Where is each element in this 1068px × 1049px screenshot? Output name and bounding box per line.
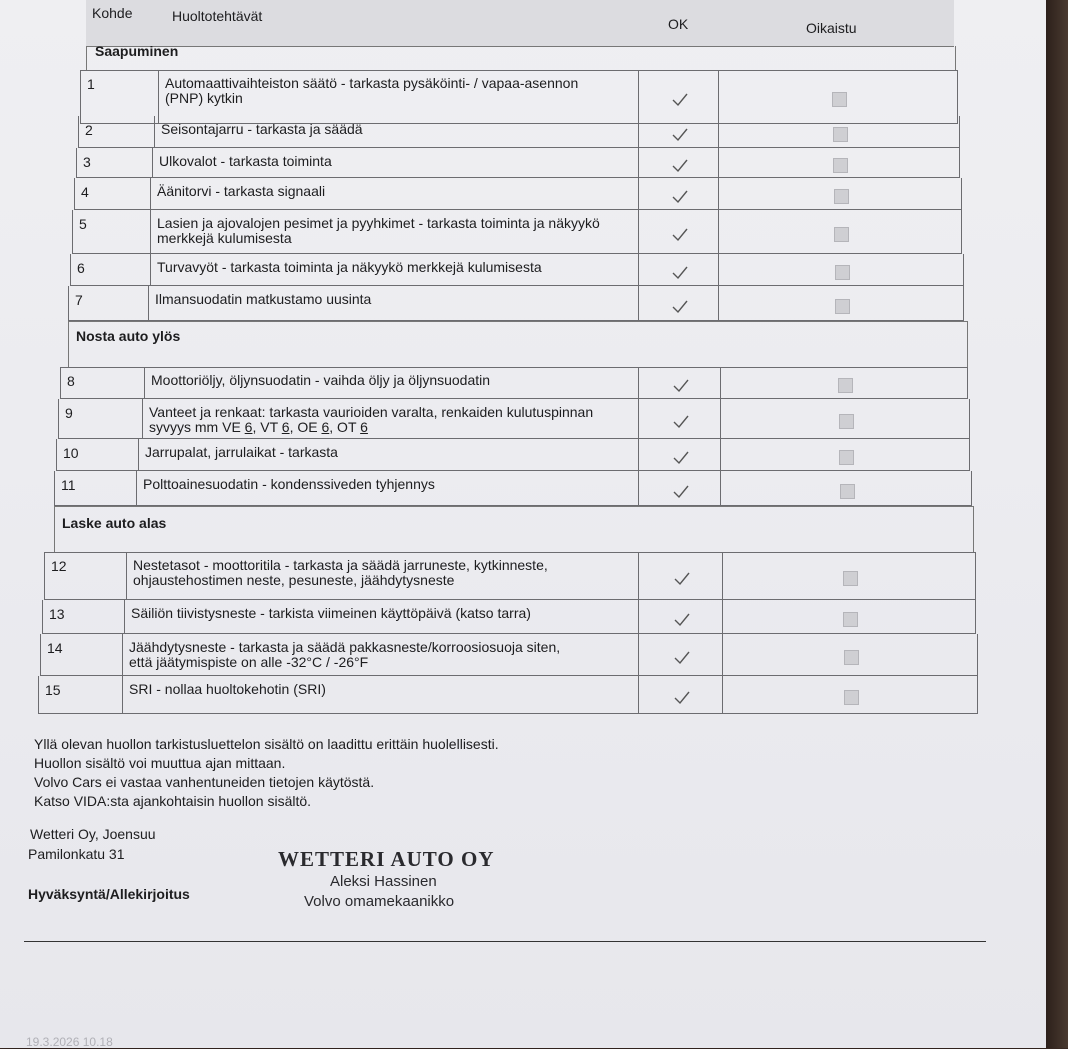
tread-label: , OE <box>289 419 322 435</box>
fixed-checkbox[interactable] <box>835 265 850 280</box>
task-text <box>123 634 639 675</box>
row-number: 11 <box>55 471 137 505</box>
fixed-cell <box>721 471 971 505</box>
task-text <box>145 367 639 398</box>
fixed-cell <box>723 552 975 599</box>
fixed-checkbox[interactable] <box>833 127 848 142</box>
task-line: Polttoainesuodatin - kondenssiveden tyhjennys <box>143 476 435 492</box>
fixed-cell <box>719 254 963 285</box>
task-line: Seisontajarru - tarkasta ja säädä <box>161 121 363 137</box>
fixed-cell <box>721 439 969 470</box>
ok-cell <box>639 399 721 438</box>
fixed-cell <box>723 676 977 713</box>
task-line: Säiliön tiivistysneste - tarkista viimeinen käyttöpäivä (katso tarra) <box>131 605 531 621</box>
ok-cell <box>639 552 723 599</box>
tread-label: , OT <box>329 419 361 435</box>
checkmark-icon <box>674 613 690 627</box>
ok-cell <box>639 634 723 675</box>
tread-label: syvyys mm VE <box>149 419 245 435</box>
task-text <box>137 471 639 505</box>
fixed-checkbox[interactable] <box>835 299 850 314</box>
table-row <box>44 552 976 600</box>
checkmark-icon <box>672 228 688 242</box>
fixed-checkbox[interactable] <box>833 158 848 173</box>
fixed-checkbox[interactable] <box>844 650 859 665</box>
row-number: 8 <box>61 367 145 398</box>
table-row <box>38 676 978 714</box>
checkmark-icon <box>672 159 688 173</box>
tread-value: 6 <box>244 419 253 435</box>
row-number: 9 <box>59 399 143 438</box>
task-text <box>139 439 639 470</box>
task-line: Ilmansuodatin matkustamo uusinta <box>155 291 372 307</box>
fixed-checkbox[interactable] <box>838 378 853 393</box>
checkmark-icon <box>673 451 689 465</box>
fixed-cell <box>719 148 959 177</box>
fixed-cell <box>719 178 961 209</box>
table-row <box>72 210 962 254</box>
stamp-brand: WETTERI AUTO OY <box>278 847 495 871</box>
tread-label: , VT <box>252 419 282 435</box>
row-number: 7 <box>69 286 149 320</box>
task-text <box>151 178 639 209</box>
row-number: 15 <box>39 676 123 713</box>
table-row <box>78 116 960 148</box>
fixed-cell <box>723 634 977 675</box>
table-surface <box>1046 0 1068 1048</box>
task-text <box>125 600 639 633</box>
task-line: Jarrupalat, jarrulaikat - tarkasta <box>145 444 338 460</box>
table-row <box>60 367 968 399</box>
fixed-checkbox[interactable] <box>839 450 854 465</box>
table-row <box>54 471 972 506</box>
task-text <box>149 286 639 320</box>
fixed-cell <box>721 399 969 438</box>
section-title: Saapuminen <box>95 43 179 59</box>
checkmark-icon <box>672 300 688 314</box>
fixed-checkbox[interactable] <box>840 484 855 499</box>
task-line: (PNP) kytkin <box>165 90 243 106</box>
fixed-cell <box>719 286 963 320</box>
tread-value: 6 <box>321 419 330 435</box>
section-title: Laske auto alas <box>62 515 167 531</box>
print-date: 19.3.2026 10.18 <box>26 1035 113 1049</box>
task-text <box>143 399 639 438</box>
table-row <box>58 399 970 439</box>
task-text <box>151 254 639 285</box>
table-row <box>56 439 970 471</box>
section-title: Nosta auto ylös <box>76 328 181 344</box>
task-text <box>127 552 639 599</box>
ok-cell <box>639 439 721 470</box>
task-line: merkkejä kulumisesta <box>157 230 292 246</box>
disclaimer-line: Katso VIDA:sta ajankohtaisin huollon sisältö. <box>34 793 312 809</box>
stamp-role: Volvo omamekaanikko <box>304 893 455 910</box>
company-name: Wetteri Oy, Joensuu <box>30 826 156 842</box>
approval-label: Hyväksyntä/Allekirjoitus <box>28 886 190 902</box>
tread-depth-line <box>149 420 632 435</box>
fixed-checkbox[interactable] <box>839 414 854 429</box>
col-kohde: Kohde <box>92 5 133 21</box>
disclaimer-line: Yllä olevan huollon tarkistusluettelon sisältö on laadittu erittäin huolellisesti. <box>34 736 499 752</box>
col-tasks: Huoltotehtävät <box>172 8 263 24</box>
row-number: 5 <box>73 210 151 253</box>
table-row <box>68 286 964 321</box>
checkmark-icon <box>673 485 689 499</box>
checkmark-icon <box>672 190 688 204</box>
fixed-checkbox[interactable] <box>843 612 858 627</box>
task-line: Automaattivaihteiston säätö - tarkasta pysäköinti- / vapaa-asennon <box>165 75 579 91</box>
fixed-checkbox[interactable] <box>843 571 858 586</box>
checkmark-icon <box>672 266 688 280</box>
row-number: 4 <box>75 178 151 209</box>
ok-cell <box>639 286 719 320</box>
task-line: Turvavyöt - tarkasta toiminta ja näkyykö merkkejä kulumisesta <box>157 259 542 275</box>
table-row <box>70 254 964 286</box>
ok-cell <box>639 471 721 505</box>
task-line: että jäätymispiste on alle -32°C / -26°F <box>129 654 369 670</box>
disclaimer-line: Huollon sisältö voi muuttua ajan mittaan. <box>34 755 286 771</box>
fixed-cell <box>719 210 961 253</box>
task-line: Nestetasot - moottoritila - tarkasta ja säädä jarruneste, kytkinneste, <box>133 557 548 573</box>
task-line: ohjaustehostimen neste, pesuneste, jäähdytysneste <box>133 572 455 588</box>
table-row <box>74 178 962 210</box>
row-number: 1 <box>81 70 159 123</box>
task-line: SRI - nollaa huoltokehotin (SRI) <box>129 681 326 697</box>
checkmark-icon <box>673 415 689 429</box>
row-number: 6 <box>71 254 151 285</box>
task-line: Ulkovalot - tarkasta toiminta <box>159 153 332 169</box>
tread-value: 6 <box>360 419 368 435</box>
row-number: 10 <box>57 439 139 470</box>
task-line: Lasien ja ajovalojen pesimet ja pyyhkimet - tarkasta toiminta ja näkyykö <box>157 215 600 231</box>
fixed-checkbox[interactable] <box>844 690 859 705</box>
table-row <box>42 600 976 634</box>
col-ok: OK <box>668 16 689 32</box>
task-line: Vanteet ja renkaat: tarkasta vaurioiden varalta, renkaiden kulutuspinnan <box>149 404 594 420</box>
row-number: 14 <box>41 634 123 675</box>
stamp-name: Aleksi Hassinen <box>330 873 437 890</box>
fixed-checkbox[interactable] <box>834 189 849 204</box>
table-row <box>76 148 960 178</box>
fixed-cell <box>721 367 967 398</box>
task-text <box>151 210 639 253</box>
ok-cell <box>639 116 719 147</box>
task-text <box>123 676 639 713</box>
disclaimer <box>34 735 499 811</box>
task-line: Moottoriöljy, öljynsuodatin - vaihda öljy ja öljynsuodatin <box>151 372 491 388</box>
ok-cell <box>639 148 719 177</box>
checkmark-icon <box>673 379 689 393</box>
ok-cell <box>639 676 723 713</box>
task-line: Äänitorvi - tarkasta signaali <box>157 183 326 199</box>
ok-cell <box>639 210 719 253</box>
row-number: 2 <box>79 116 155 147</box>
fixed-checkbox[interactable] <box>832 92 847 107</box>
ok-cell <box>639 254 719 285</box>
ok-cell <box>639 600 723 633</box>
col-fixed: Oikaistu <box>806 20 857 36</box>
checkmark-icon <box>674 691 690 705</box>
fixed-checkbox[interactable] <box>834 227 849 242</box>
ok-cell <box>639 367 721 398</box>
row-number: 12 <box>45 552 127 599</box>
task-text <box>153 148 639 177</box>
table-header <box>86 0 954 47</box>
checkmark-icon <box>672 128 688 142</box>
row-number: 3 <box>77 148 153 177</box>
ok-cell <box>639 178 719 209</box>
checkmark-icon <box>674 572 690 586</box>
row-number: 13 <box>43 600 125 633</box>
tread-value: 6 <box>281 419 290 435</box>
company-street: Pamilonkatu 31 <box>28 846 125 862</box>
signature-line <box>24 941 986 942</box>
checkmark-icon <box>672 93 688 107</box>
table-row <box>40 634 978 676</box>
task-line: Jäähdytysneste - tarkasta ja säädä pakkasneste/korroosiosuoja siten, <box>129 639 561 655</box>
fixed-cell <box>723 600 975 633</box>
task-text <box>155 116 639 147</box>
disclaimer-line: Volvo Cars ei vastaa vanhentuneiden tietojen käytöstä. <box>34 774 375 790</box>
checkmark-icon <box>674 651 690 665</box>
fixed-cell <box>719 116 959 147</box>
